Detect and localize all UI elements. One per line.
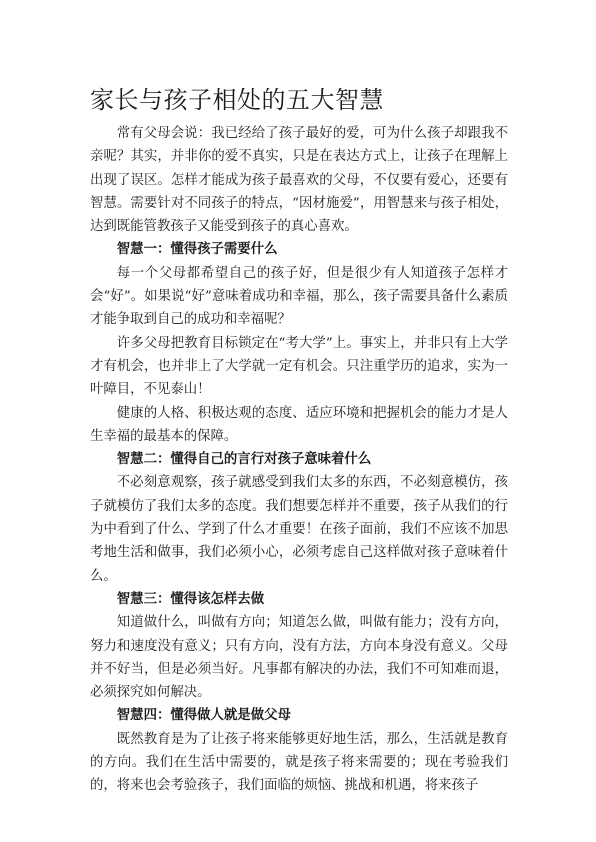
paragraph: 知道做什么，叫做有方向；知道怎么做，叫做有能力；没有方向，努力和速度没有意义；只有方向，没有方法，方向本身没有意义。父母并不好当，但是必须当好。凡事都有解决的办法，我们不可知难而退，必须探究如何解决。 — [90, 615, 508, 701]
section-heading-3: 智慧三：懂得该怎样去做 — [116, 591, 265, 607]
document-body — [90, 122, 508, 798]
document-title: 家长与孩子相处的五大智慧 — [90, 86, 384, 114]
paragraph: 既然教育是为了让孩子将来能够更好地生活，那么，生活就是教育的方向。我们在生活中需要的，就是孩子将来需要的；现在考验我们的，将来也会考验孩子，我们面临的烦恼、挑战和机遇，将来孩子 — [90, 731, 508, 794]
paragraph: 健康的人格、积极达观的态度、适应环境和把握机会的能力才是人生幸福的最基本的保障。 — [90, 405, 508, 444]
section-heading-4: 智慧四：懂得做人就是做父母 — [116, 708, 291, 724]
paragraph: 每一个父母都希望自己的孩子好，但是很少有人知道孩子怎样才会“好”。如果说“好”意味着成功和幸福，那么，孩子需要具备什么素质才能争取到自己的成功和幸福呢？ — [90, 265, 508, 328]
intro-paragraph: 常有父母会说：我已经给了孩子最好的爱，可为什么孩子却跟我不亲呢？其实，并非你的爱不真实，只是在表达方式上，让孩子在理解上出现了误区。怎样才能成为孩子最喜欢的父母，不仅要有爱心，还要有智慧。需要针对不同孩子的特点，“因材施爱”，用智慧来与孩子相处，达到既能管教孩子又能受到孩子的真心喜欢。 — [90, 126, 508, 235]
paragraph: 许多父母把教育目标锁定在“考大学”上。事实上，并非只有上大学才有机会，也并非上了大学就一定有机会。只注重学历的追求，实为一叶障目，不见泰山！ — [90, 335, 508, 398]
paragraph: 不必刻意观察，孩子就感受到我们太多的东西，不必刻意模仿，孩子就模仿了我们太多的态度。我们想要怎样并不重要，孩子从我们的行为中看到了什么、学到了什么才重要！在孩子面前，我们不应该不加思考地生活和做事，我们必须小心，必须考虑自己这样做对孩子意味着什么。 — [90, 475, 508, 584]
section-heading-1: 智慧一：懂得孩子需要什么 — [116, 242, 278, 258]
section-heading-2: 智慧二：懂得自己的言行对孩子意味着什么 — [116, 452, 372, 468]
